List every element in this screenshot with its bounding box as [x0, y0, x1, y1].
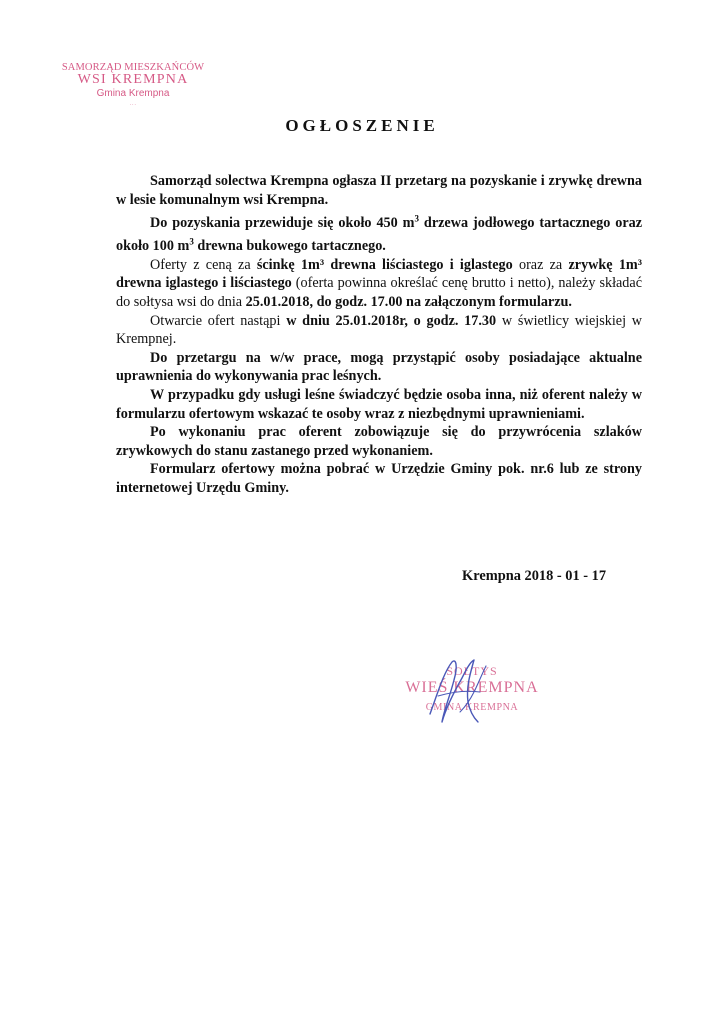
paragraph-1-text: Samorząd solectwa Krempna ogłasza II przetarg na pozyskanie i zrywkę drewna w lesie komunalnym wsi Krempna. [116, 173, 642, 208]
paragraph-7 [116, 423, 642, 460]
paragraph-5-text: Do przetargu na w/w prace, mogą przystąpić osoby posiadające aktualne uprawnienia do wykonywania prac leśnych. [116, 349, 642, 385]
announcement-body [116, 172, 642, 498]
document-title: OGŁOSZENIE [285, 116, 439, 135]
paragraph-3-text-b: oraz za [512, 256, 569, 273]
paragraph-3 [116, 256, 642, 312]
date-line: Krempna 2018 - 01 - 17 [462, 568, 607, 584]
paragraph-8 [116, 460, 642, 497]
signature-image [408, 652, 508, 732]
paragraph-4-bold-a: w dniu 25.01.2018r, o godz. 17.30 [286, 312, 497, 329]
paragraph-2-sup-b: 3 [189, 236, 194, 247]
paragraph-4 [116, 312, 642, 349]
paragraph-4-text-a: Otwarcie ofert nastąpi [150, 312, 287, 329]
paragraph-3-bold-a: ścinkę 1m³ drewna liściastego i iglastego [256, 256, 513, 273]
paragraph-5 [116, 349, 642, 386]
institution-stamp [58, 62, 208, 108]
paragraph-3-text-c: (oferta powinna określać cenę brutto i netto), należy składać do sołtysa wsi do dnia [116, 275, 642, 311]
paragraph-1 [116, 172, 642, 209]
paragraph-3-bold-b: zrywkę 1m³ drewna iglastego i liściastego [116, 256, 642, 292]
paragraph-3-text-a: Oferty z ceną za [150, 256, 257, 273]
stamp-line-1: SAMORZĄD MIESZKAŃCÓW [61, 62, 205, 73]
paragraph-7-text: Po wykonaniu prac oferent zobowiązuje się do przywrócenia szlaków zrywkowych do stanu zastanego przed wykonaniem. [116, 424, 642, 459]
paragraph-4-text-b: w świetlicy wiejskiej w Krempnej. [116, 312, 642, 348]
paragraph-6-text: W przypadku gdy usługi leśne świadczyć będzie osoba inna, niż oferent należy w formularzu ofertowym wskazać te osoby wraz z niezbędnymi uprawnieniami. [116, 387, 642, 422]
stamp-line-4: ... [129, 100, 137, 108]
stamp-bottom-line-1: SOŁTYS [446, 664, 498, 678]
stamp-bottom-line-3: GMINA KREMPNA [425, 702, 519, 713]
paragraph-8-text: Formularz ofertowy można pobrać w Urzędzie Gminy pok. nr.6 lub ze strony internetowej Urzędu Gminy. [116, 461, 642, 496]
stamp-line-2: WSI KREMPNA [77, 72, 189, 88]
stamp-line-3: Gmina Krempna [96, 87, 170, 99]
paragraph-2 [116, 209, 642, 256]
paragraph-2-text-c: drewna bukowego tartacznego. [193, 238, 386, 255]
paragraph-3-bold-c: 25.01.2018, do godz. 17.00 na załączonym formularzu. [245, 294, 572, 311]
stamp-bottom-line-2: WIEŚ KREMPNA [405, 679, 539, 696]
paragraph-6 [116, 386, 642, 423]
paragraph-2-sup-a: 3 [414, 213, 419, 224]
paragraph-2-text-b: drzewa jodłowego tartacznego oraz około 100 m [116, 214, 643, 255]
paragraph-2-text-a: Do pozyskania przewiduje się około 450 m [150, 214, 415, 231]
